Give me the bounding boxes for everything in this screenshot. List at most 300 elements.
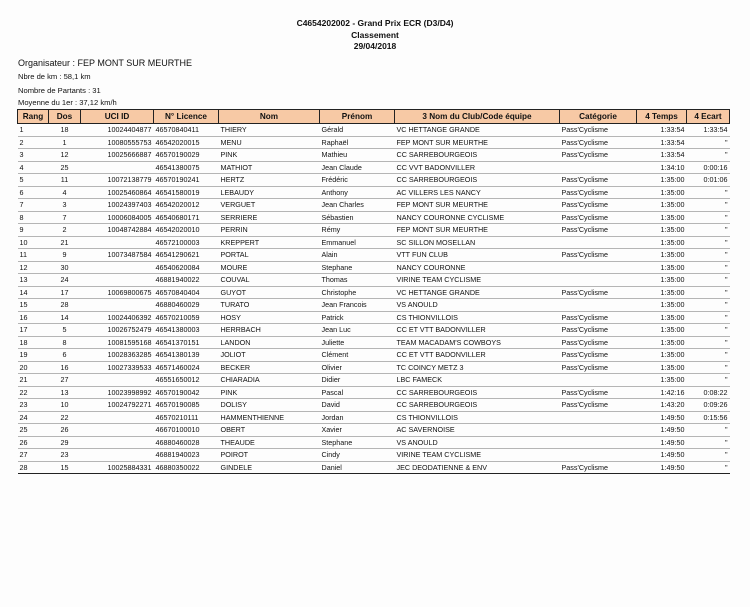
temps-cell: 1:33:54 bbox=[637, 124, 687, 137]
club-cell: CC ET VTT BADONVILLER bbox=[395, 324, 560, 337]
dos-cell: 2 bbox=[49, 224, 81, 237]
uci-id-cell bbox=[81, 449, 154, 462]
nom-cell: KREPPERT bbox=[219, 236, 320, 249]
col-header-prenom: Prénom bbox=[320, 110, 395, 124]
uci-id-cell: 10027339533 bbox=[81, 361, 154, 374]
club-cell: VTT FUN CLUB bbox=[395, 249, 560, 262]
categorie-cell bbox=[560, 261, 637, 274]
rang-cell: 28 bbox=[18, 461, 49, 474]
uci-id-cell bbox=[81, 299, 154, 312]
categorie-cell: Pass'Cyclisme bbox=[560, 311, 637, 324]
temps-cell: 1:35:00 bbox=[637, 311, 687, 324]
club-cell: FEP MONT SUR MEURTHE bbox=[395, 136, 560, 149]
table-row bbox=[18, 411, 730, 424]
club-cell: CS THIONVILLOIS bbox=[395, 311, 560, 324]
prenom-cell: Jean Claude bbox=[320, 161, 395, 174]
prenom-cell: Clément bbox=[320, 349, 395, 362]
ecart-cell: " bbox=[687, 224, 730, 237]
dos-cell: 17 bbox=[49, 286, 81, 299]
col-header-club: 3 Nom du Club/Code équipe bbox=[395, 110, 560, 124]
prenom-cell: Christophe bbox=[320, 286, 395, 299]
dos-cell: 10 bbox=[49, 399, 81, 412]
dos-cell: 11 bbox=[49, 174, 81, 187]
moyenne: Moyenne du 1er : 37,12 km/h bbox=[18, 98, 117, 107]
table-row bbox=[18, 349, 730, 362]
rang-cell: 3 bbox=[18, 149, 49, 162]
club-cell: JEC DEODATIENNE & ENV bbox=[395, 461, 560, 474]
categorie-cell bbox=[560, 161, 637, 174]
uci-id-cell: 10069800675 bbox=[81, 286, 154, 299]
nom-cell: THIERY bbox=[219, 124, 320, 137]
rang-cell: 14 bbox=[18, 286, 49, 299]
categorie-cell: Pass'Cyclisme bbox=[560, 399, 637, 412]
prenom-cell: Stephane bbox=[320, 436, 395, 449]
nom-cell: DOLISY bbox=[219, 399, 320, 412]
table-row bbox=[18, 249, 730, 262]
table-row bbox=[18, 274, 730, 287]
dos-cell: 9 bbox=[49, 249, 81, 262]
prenom-cell: Alain bbox=[320, 249, 395, 262]
rang-cell: 6 bbox=[18, 186, 49, 199]
nom-cell: MENU bbox=[219, 136, 320, 149]
categorie-cell: Pass'Cyclisme bbox=[560, 249, 637, 262]
prenom-cell: Jean Francois bbox=[320, 299, 395, 312]
club-cell: TC COINCY METZ 3 bbox=[395, 361, 560, 374]
temps-cell: 1:35:00 bbox=[637, 211, 687, 224]
temps-cell: 1:35:00 bbox=[637, 349, 687, 362]
club-cell: CC VVT BADONVILLER bbox=[395, 161, 560, 174]
prenom-cell: Anthony bbox=[320, 186, 395, 199]
table-row bbox=[18, 399, 730, 412]
categorie-cell bbox=[560, 449, 637, 462]
prenom-cell: Cindy bbox=[320, 449, 395, 462]
uci-id-cell: 10026752479 bbox=[81, 324, 154, 337]
prenom-cell: Jean Luc bbox=[320, 324, 395, 337]
table-row bbox=[18, 199, 730, 212]
rang-cell: 27 bbox=[18, 449, 49, 462]
categorie-cell: Pass'Cyclisme bbox=[560, 211, 637, 224]
ecart-cell: 0:09:26 bbox=[687, 399, 730, 412]
temps-cell: 1:33:54 bbox=[637, 149, 687, 162]
prenom-cell: Didier bbox=[320, 374, 395, 387]
licence-cell: 46570840404 bbox=[154, 286, 219, 299]
temps-cell: 1:49:50 bbox=[637, 424, 687, 437]
club-cell: NANCY COURONNE bbox=[395, 261, 560, 274]
nom-cell: BECKER bbox=[219, 361, 320, 374]
ecart-cell: " bbox=[687, 449, 730, 462]
nom-cell: OBERT bbox=[219, 424, 320, 437]
ecart-cell: " bbox=[687, 211, 730, 224]
nom-cell: HAMMENTHIENNE bbox=[219, 411, 320, 424]
temps-cell: 1:35:00 bbox=[637, 274, 687, 287]
rang-cell: 13 bbox=[18, 274, 49, 287]
club-cell: FEP MONT SUR MEURTHE bbox=[395, 199, 560, 212]
dos-cell: 28 bbox=[49, 299, 81, 312]
prenom-cell: Jean Charles bbox=[320, 199, 395, 212]
dos-cell: 25 bbox=[49, 161, 81, 174]
uci-id-cell bbox=[81, 161, 154, 174]
temps-cell: 1:35:00 bbox=[637, 336, 687, 349]
ecart-cell: " bbox=[687, 436, 730, 449]
licence-cell: 46570190042 bbox=[154, 386, 219, 399]
uci-id-cell bbox=[81, 411, 154, 424]
uci-id-cell: 10025666887 bbox=[81, 149, 154, 162]
licence-cell: 46542020010 bbox=[154, 224, 219, 237]
table-row bbox=[18, 286, 730, 299]
temps-cell: 1:35:00 bbox=[637, 286, 687, 299]
temps-cell: 1:35:00 bbox=[637, 361, 687, 374]
ecart-cell: " bbox=[687, 199, 730, 212]
rang-cell: 20 bbox=[18, 361, 49, 374]
prenom-cell: Rémy bbox=[320, 224, 395, 237]
table-row bbox=[18, 361, 730, 374]
licence-cell: 46570840411 bbox=[154, 124, 219, 137]
dos-cell: 24 bbox=[49, 274, 81, 287]
classement-heading: Classement bbox=[351, 30, 399, 40]
dos-cell: 14 bbox=[49, 311, 81, 324]
uci-id-cell: 10025460864 bbox=[81, 186, 154, 199]
nom-cell: PERRIN bbox=[219, 224, 320, 237]
dos-cell: 16 bbox=[49, 361, 81, 374]
categorie-cell: Pass'Cyclisme bbox=[560, 361, 637, 374]
ecart-cell: " bbox=[687, 299, 730, 312]
nom-cell: HERRBACH bbox=[219, 324, 320, 337]
rang-cell: 10 bbox=[18, 236, 49, 249]
ecart-cell: " bbox=[687, 136, 730, 149]
ecart-cell: " bbox=[687, 361, 730, 374]
ecart-cell: " bbox=[687, 374, 730, 387]
table-row bbox=[18, 224, 730, 237]
temps-cell: 1:35:00 bbox=[637, 236, 687, 249]
licence-cell: 46880460028 bbox=[154, 436, 219, 449]
partants: Nombre de Partants : 31 bbox=[18, 86, 101, 95]
race-title: C4654202002 - Grand Prix ECR (D3/D4) bbox=[296, 18, 454, 28]
temps-cell: 1:35:00 bbox=[637, 174, 687, 187]
club-cell: CC SARREBOURGEOIS bbox=[395, 399, 560, 412]
ecart-cell: " bbox=[687, 236, 730, 249]
uci-id-cell: 10048742884 bbox=[81, 224, 154, 237]
licence-cell: 46880350022 bbox=[154, 461, 219, 474]
licence-cell: 46541380003 bbox=[154, 324, 219, 337]
uci-id-cell bbox=[81, 436, 154, 449]
temps-cell: 1:35:00 bbox=[637, 261, 687, 274]
nom-cell: SERRIERE bbox=[219, 211, 320, 224]
rang-cell: 21 bbox=[18, 374, 49, 387]
ecart-cell: " bbox=[687, 249, 730, 262]
uci-id-cell: 10080555753 bbox=[81, 136, 154, 149]
table-row bbox=[18, 124, 730, 137]
col-header-licence: N° Licence bbox=[154, 110, 219, 124]
dos-cell: 23 bbox=[49, 449, 81, 462]
licence-cell: 46570190085 bbox=[154, 399, 219, 412]
col-header-temps: 4 Temps bbox=[637, 110, 687, 124]
temps-cell: 1:35:00 bbox=[637, 224, 687, 237]
categorie-cell bbox=[560, 424, 637, 437]
table-row bbox=[18, 449, 730, 462]
table-row bbox=[18, 436, 730, 449]
prenom-cell: Pascal bbox=[320, 386, 395, 399]
ecart-cell: " bbox=[687, 311, 730, 324]
licence-cell: 46572100003 bbox=[154, 236, 219, 249]
club-cell: AC VILLERS LES NANCY bbox=[395, 186, 560, 199]
rang-cell: 23 bbox=[18, 399, 49, 412]
licence-cell: 46540620084 bbox=[154, 261, 219, 274]
dos-cell: 3 bbox=[49, 199, 81, 212]
dos-cell: 7 bbox=[49, 211, 81, 224]
col-header-uci-id: UCI ID bbox=[81, 110, 154, 124]
temps-cell: 1:42:16 bbox=[637, 386, 687, 399]
temps-cell: 1:34:10 bbox=[637, 161, 687, 174]
club-cell: CC ET VTT BADONVILLER bbox=[395, 349, 560, 362]
prenom-cell: David bbox=[320, 399, 395, 412]
licence-cell: 46541580019 bbox=[154, 186, 219, 199]
licence-cell: 46881940023 bbox=[154, 449, 219, 462]
ecart-cell: " bbox=[687, 274, 730, 287]
prenom-cell: Raphaël bbox=[320, 136, 395, 149]
rang-cell: 7 bbox=[18, 199, 49, 212]
col-header-nom: Nom bbox=[219, 110, 320, 124]
categorie-cell: Pass'Cyclisme bbox=[560, 136, 637, 149]
nom-cell: TURATO bbox=[219, 299, 320, 312]
col-header-dos: Dos bbox=[49, 110, 81, 124]
licence-cell: 46540680171 bbox=[154, 211, 219, 224]
licence-cell: 46541380075 bbox=[154, 161, 219, 174]
dos-cell: 18 bbox=[49, 124, 81, 137]
ecart-cell: 0:00:16 bbox=[687, 161, 730, 174]
col-header-rang: Rang bbox=[18, 110, 49, 124]
categorie-cell bbox=[560, 236, 637, 249]
licence-cell: 46551650012 bbox=[154, 374, 219, 387]
prenom-cell: Sébastien bbox=[320, 211, 395, 224]
prenom-cell: Emmanuel bbox=[320, 236, 395, 249]
licence-cell: 46542020015 bbox=[154, 136, 219, 149]
temps-cell: 1:35:00 bbox=[637, 299, 687, 312]
licence-cell: 46670100010 bbox=[154, 424, 219, 437]
categorie-cell: Pass'Cyclisme bbox=[560, 324, 637, 337]
rang-cell: 4 bbox=[18, 161, 49, 174]
uci-id-cell: 10024404877 bbox=[81, 124, 154, 137]
categorie-cell: Pass'Cyclisme bbox=[560, 224, 637, 237]
rang-cell: 16 bbox=[18, 311, 49, 324]
temps-cell: 1:35:00 bbox=[637, 199, 687, 212]
uci-id-cell bbox=[81, 261, 154, 274]
results-body bbox=[18, 124, 730, 474]
uci-id-cell: 10073487584 bbox=[81, 249, 154, 262]
dos-cell: 1 bbox=[49, 136, 81, 149]
table-row bbox=[18, 149, 730, 162]
nom-cell: GUYOT bbox=[219, 286, 320, 299]
table-row bbox=[18, 186, 730, 199]
categorie-cell: Pass'Cyclisme bbox=[560, 286, 637, 299]
nom-cell: COUVAL bbox=[219, 274, 320, 287]
club-cell: CC SARREBOURGEOIS bbox=[395, 174, 560, 187]
dos-cell: 22 bbox=[49, 411, 81, 424]
dos-cell: 6 bbox=[49, 349, 81, 362]
dos-cell: 4 bbox=[49, 186, 81, 199]
categorie-cell: Pass'Cyclisme bbox=[560, 461, 637, 474]
nom-cell: GINDELE bbox=[219, 461, 320, 474]
club-cell: TEAM MACADAM'S COWBOYS bbox=[395, 336, 560, 349]
temps-cell: 1:43:20 bbox=[637, 399, 687, 412]
uci-id-cell: 10006084005 bbox=[81, 211, 154, 224]
ecart-cell: " bbox=[687, 424, 730, 437]
rang-cell: 11 bbox=[18, 249, 49, 262]
ecart-cell: " bbox=[687, 261, 730, 274]
rang-cell: 5 bbox=[18, 174, 49, 187]
rang-cell: 12 bbox=[18, 261, 49, 274]
categorie-cell: Pass'Cyclisme bbox=[560, 149, 637, 162]
nom-cell: PINK bbox=[219, 386, 320, 399]
club-cell: FEP MONT SUR MEURTHE bbox=[395, 224, 560, 237]
club-cell: VC HETTANGE GRANDE bbox=[395, 286, 560, 299]
nom-cell: PINK bbox=[219, 149, 320, 162]
dos-cell: 27 bbox=[49, 374, 81, 387]
temps-cell: 1:49:50 bbox=[637, 436, 687, 449]
categorie-cell: Pass'Cyclisme bbox=[560, 349, 637, 362]
ecart-cell: 1:33:54 bbox=[687, 124, 730, 137]
nom-cell: THEAUDE bbox=[219, 436, 320, 449]
rang-cell: 25 bbox=[18, 424, 49, 437]
table-row bbox=[18, 461, 730, 474]
rang-cell: 19 bbox=[18, 349, 49, 362]
uci-id-cell: 10023998992 bbox=[81, 386, 154, 399]
club-cell: VS ANOULD bbox=[395, 299, 560, 312]
temps-cell: 1:49:50 bbox=[637, 449, 687, 462]
club-cell: VC HETTANGE GRANDE bbox=[395, 124, 560, 137]
categorie-cell bbox=[560, 374, 637, 387]
results-table bbox=[17, 109, 730, 474]
categorie-cell: Pass'Cyclisme bbox=[560, 186, 637, 199]
rang-cell: 2 bbox=[18, 136, 49, 149]
categorie-cell: Pass'Cyclisme bbox=[560, 174, 637, 187]
ecart-cell: " bbox=[687, 461, 730, 474]
table-row bbox=[18, 374, 730, 387]
categorie-cell: Pass'Cyclisme bbox=[560, 199, 637, 212]
rang-cell: 1 bbox=[18, 124, 49, 137]
ecart-cell: " bbox=[687, 186, 730, 199]
club-cell: AC SAVERNOISE bbox=[395, 424, 560, 437]
temps-cell: 1:49:50 bbox=[637, 411, 687, 424]
dos-cell: 5 bbox=[49, 324, 81, 337]
nom-cell: LANDON bbox=[219, 336, 320, 349]
nom-cell: LEBAUDY bbox=[219, 186, 320, 199]
licence-cell: 46541290621 bbox=[154, 249, 219, 262]
categorie-cell bbox=[560, 274, 637, 287]
uci-id-cell bbox=[81, 424, 154, 437]
table-row bbox=[18, 299, 730, 312]
ecart-cell: " bbox=[687, 336, 730, 349]
table-row bbox=[18, 336, 730, 349]
uci-id-cell bbox=[81, 236, 154, 249]
col-header-categorie: Catégorie bbox=[560, 110, 637, 124]
table-row bbox=[18, 236, 730, 249]
rang-cell: 24 bbox=[18, 411, 49, 424]
nom-cell: PORTAL bbox=[219, 249, 320, 262]
licence-cell: 46880460029 bbox=[154, 299, 219, 312]
dos-cell: 12 bbox=[49, 149, 81, 162]
distance: Nbre de km : 58,1 km bbox=[18, 72, 91, 81]
organisateur: Organisateur : FEP MONT SUR MEURTHE bbox=[18, 58, 193, 68]
temps-cell: 1:35:00 bbox=[637, 186, 687, 199]
ecart-cell: " bbox=[687, 324, 730, 337]
prenom-cell: Daniel bbox=[320, 461, 395, 474]
licence-cell: 46570210111 bbox=[154, 411, 219, 424]
uci-id-cell: 10081595168 bbox=[81, 336, 154, 349]
club-cell: NANCY COURONNE CYCLISME bbox=[395, 211, 560, 224]
temps-cell: 1:35:00 bbox=[637, 324, 687, 337]
rang-cell: 26 bbox=[18, 436, 49, 449]
uci-id-cell: 10028363285 bbox=[81, 349, 154, 362]
nom-cell: MOURE bbox=[219, 261, 320, 274]
dos-cell: 15 bbox=[49, 461, 81, 474]
dos-cell: 30 bbox=[49, 261, 81, 274]
prenom-cell: Jordan bbox=[320, 411, 395, 424]
ecart-cell: 0:08:22 bbox=[687, 386, 730, 399]
licence-cell: 46571460024 bbox=[154, 361, 219, 374]
club-cell: CS THIONVILLOIS bbox=[395, 411, 560, 424]
licence-cell: 46542020012 bbox=[154, 199, 219, 212]
ecart-cell: 0:15:56 bbox=[687, 411, 730, 424]
club-cell: VS ANOULD bbox=[395, 436, 560, 449]
dos-cell: 21 bbox=[49, 236, 81, 249]
table-row bbox=[18, 311, 730, 324]
club-cell: VIRINE TEAM CYCLISME bbox=[395, 274, 560, 287]
ecart-cell: " bbox=[687, 286, 730, 299]
rang-cell: 8 bbox=[18, 211, 49, 224]
licence-cell: 46541370151 bbox=[154, 336, 219, 349]
licence-cell: 46570190241 bbox=[154, 174, 219, 187]
rang-cell: 22 bbox=[18, 386, 49, 399]
uci-id-cell: 10024397403 bbox=[81, 199, 154, 212]
prenom-cell: Patrick bbox=[320, 311, 395, 324]
uci-id-cell bbox=[81, 374, 154, 387]
ecart-cell: " bbox=[687, 149, 730, 162]
nom-cell: VERGUET bbox=[219, 199, 320, 212]
licence-cell: 46570190029 bbox=[154, 149, 219, 162]
temps-cell: 1:49:50 bbox=[637, 461, 687, 474]
race-date: 29/04/2018 bbox=[353, 41, 397, 51]
nom-cell: CHIARADIA bbox=[219, 374, 320, 387]
prenom-cell: Xavier bbox=[320, 424, 395, 437]
prenom-cell: Thomas bbox=[320, 274, 395, 287]
licence-cell: 46881940022 bbox=[154, 274, 219, 287]
categorie-cell bbox=[560, 299, 637, 312]
nom-cell: HOSY bbox=[219, 311, 320, 324]
prenom-cell: Olivier bbox=[320, 361, 395, 374]
categorie-cell bbox=[560, 436, 637, 449]
nom-cell: POIROT bbox=[219, 449, 320, 462]
prenom-cell: Frédéric bbox=[320, 174, 395, 187]
table-row bbox=[18, 424, 730, 437]
categorie-cell bbox=[560, 411, 637, 424]
club-cell: VIRINE TEAM CYCLISME bbox=[395, 449, 560, 462]
uci-id-cell: 10025884331 bbox=[81, 461, 154, 474]
uci-id-cell: 10024792271 bbox=[81, 399, 154, 412]
categorie-cell: Pass'Cyclisme bbox=[560, 386, 637, 399]
rang-cell: 18 bbox=[18, 336, 49, 349]
ecart-cell: 0:01:06 bbox=[687, 174, 730, 187]
table-row bbox=[18, 211, 730, 224]
uci-id-cell: 10024406392 bbox=[81, 311, 154, 324]
temps-cell: 1:35:00 bbox=[637, 249, 687, 262]
dos-cell: 26 bbox=[49, 424, 81, 437]
table-row bbox=[18, 324, 730, 337]
table-row bbox=[18, 386, 730, 399]
club-cell: LBC FAMECK bbox=[395, 374, 560, 387]
uci-id-cell: 10072138779 bbox=[81, 174, 154, 187]
club-cell: CC SARREBOURGEOIS bbox=[395, 149, 560, 162]
table-row bbox=[18, 161, 730, 174]
